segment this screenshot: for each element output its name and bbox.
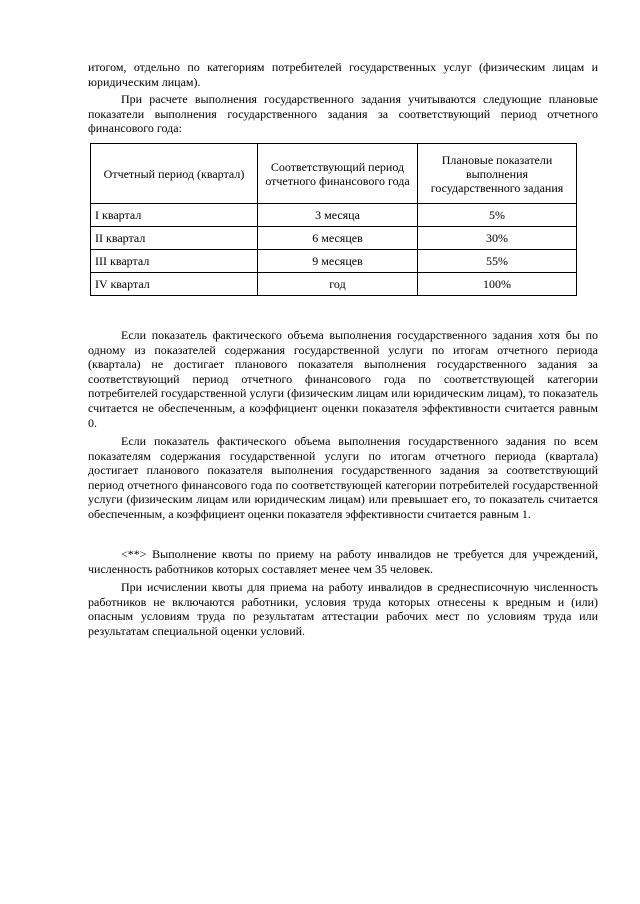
header-period: Отчетный период (квартал) bbox=[91, 144, 258, 204]
cell-target: 55% bbox=[418, 250, 577, 273]
cell-target: 5% bbox=[418, 204, 577, 227]
met-paragraph: Если показатель фактического объема выполнения государственного задания по всем показателям содержания государственной услуги по итогам отчетного периода (квартала) достигает планового показателя выполнения государственного задания за соответствующий период отчетного финансового года по соответствующей категории потребителей государственной услуги (физическим лицам или юридическим лицам) или превышает его, то показатель считается обеспеченным, а коэффициент оценки показателя эффективности считается равным 1. bbox=[88, 434, 598, 521]
table-row bbox=[91, 204, 577, 227]
not-met-paragraph: Если показатель фактического объема выполнения государственного задания хотя бы по одному из показателей содержания государственной услуги по итогам отчетного периода (квартала) не достигает планового показателя выполнения государственного задания за соответствующий период отчетного финансового года по соответствующей категории потребителей государственной услуги (физическим лицам или юридическим лицам), то показатель считается не обеспеченным, а коэффициент оценки показателя эффективности считается равным 0. bbox=[88, 328, 598, 430]
not-met-block bbox=[88, 328, 598, 430]
quota-paragraph: При исчислении квоты для приема на работу инвалидов в среднесписочную численность работников не включаются работники, условия труда которых отнесены к вредным и (или) опасным условиям труда по результатам аттестации рабочих мест по условиям труда или результатам специальной оценки условий. bbox=[88, 580, 598, 638]
intro-continuation-block bbox=[88, 60, 598, 89]
cell-period: II квартал bbox=[91, 227, 258, 250]
cell-period: IV квартал bbox=[91, 273, 258, 296]
table-row bbox=[91, 250, 577, 273]
footnote-block bbox=[88, 547, 598, 576]
table-header-row bbox=[91, 144, 577, 204]
quota-block bbox=[88, 580, 598, 638]
cell-duration: 3 месяца bbox=[258, 204, 418, 227]
plan-intro-block bbox=[88, 92, 598, 136]
cell-target: 100% bbox=[418, 273, 577, 296]
cell-target: 30% bbox=[418, 227, 577, 250]
footnote-paragraph: <**> Выполнение квоты по приему на работу инвалидов не требуется для учреждений, численность работников которых составляет менее чем 35 человек. bbox=[88, 547, 598, 576]
met-block bbox=[88, 434, 598, 522]
plan-intro-paragraph: При расчете выполнения государственного задания учитываются следующие плановые показатели выполнения государственного задания за соответствующий период отчетного финансового года: bbox=[88, 92, 598, 136]
cell-period: I квартал bbox=[91, 204, 258, 227]
cell-duration: 9 месяцев bbox=[258, 250, 418, 273]
table-row bbox=[91, 227, 577, 250]
intro-continuation-paragraph: итогом, отдельно по категориям потребителей государственных услуг (физическим лицам и юридическим лицам). bbox=[88, 60, 598, 89]
table-row bbox=[91, 273, 577, 296]
cell-duration: 6 месяцев bbox=[258, 227, 418, 250]
plan-table-block bbox=[88, 143, 598, 296]
header-duration: Соответствующий период отчетного финансового года bbox=[258, 144, 418, 204]
cell-period: III квартал bbox=[91, 250, 258, 273]
cell-duration: год bbox=[258, 273, 418, 296]
plan-table bbox=[90, 143, 577, 296]
header-target: Плановые показатели выполнения государственного задания bbox=[418, 144, 577, 204]
